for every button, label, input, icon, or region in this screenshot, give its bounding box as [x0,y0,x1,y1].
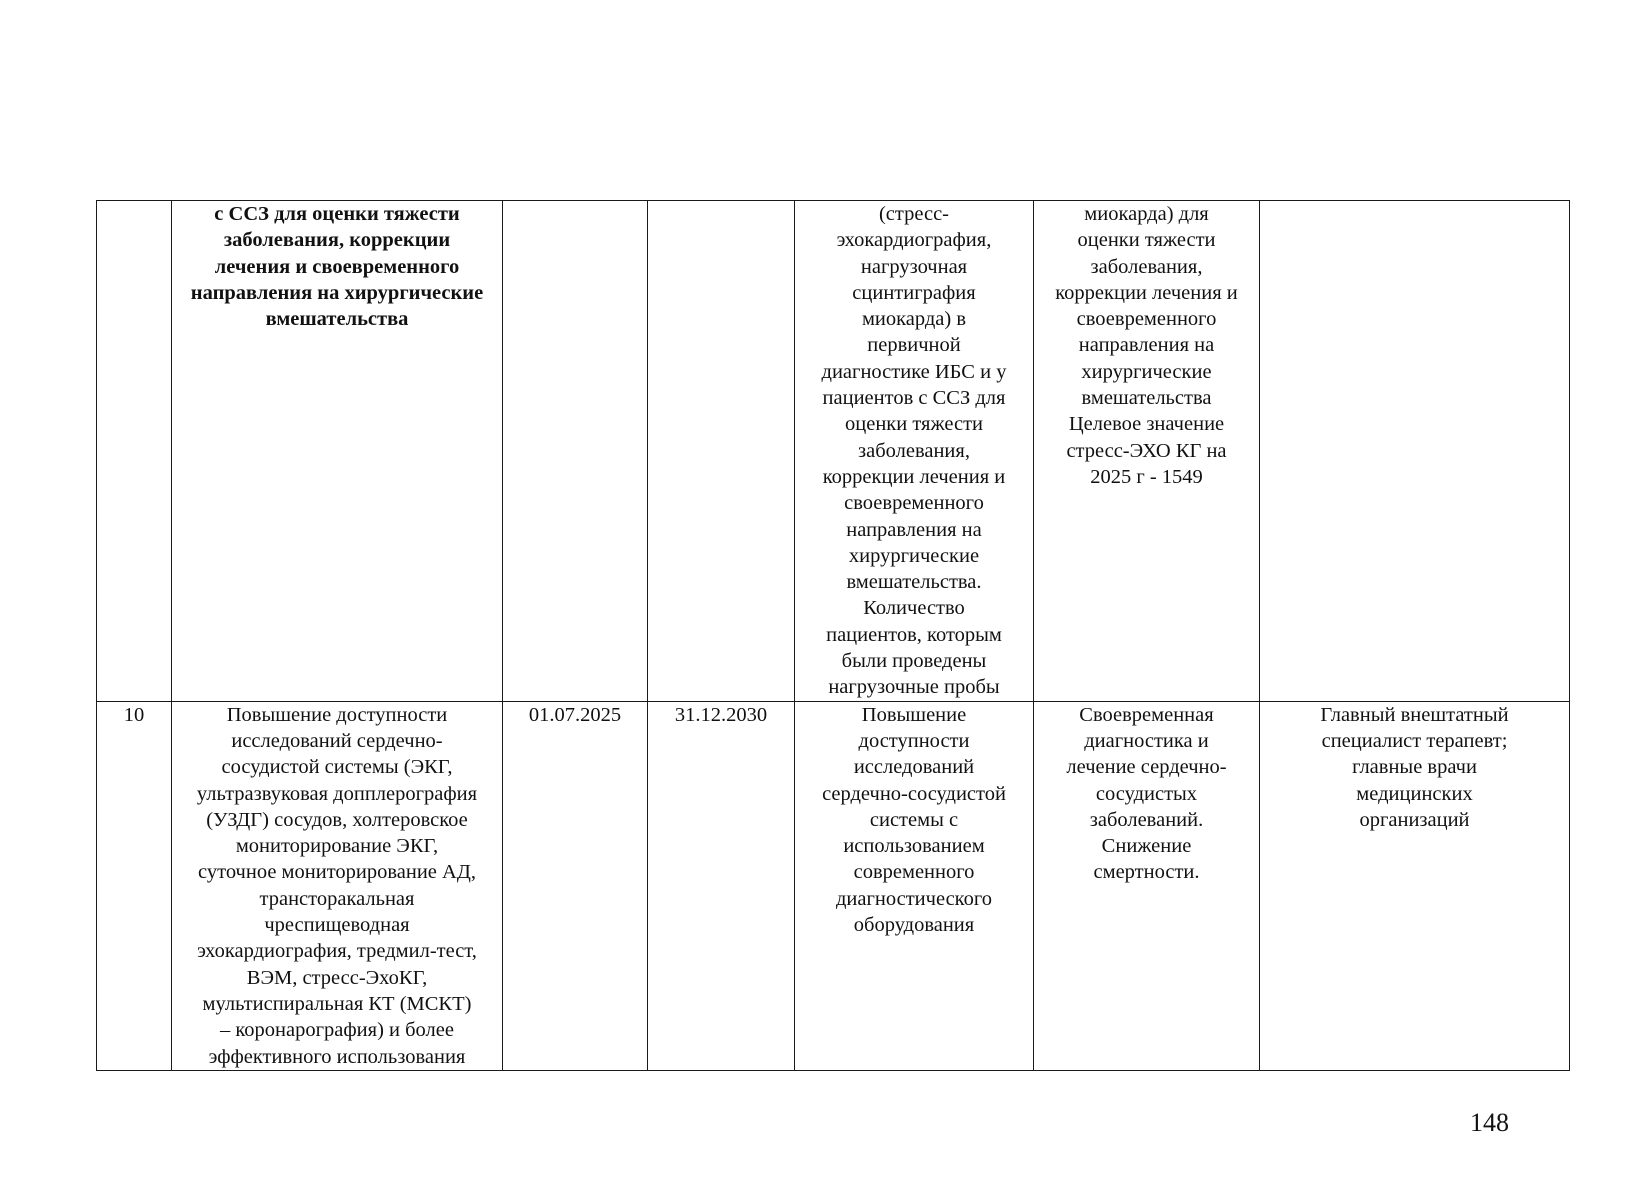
cell-number [97,201,172,702]
cell-number: 10 [97,701,172,1070]
cell-result: миокарда) для оценки тяжести заболевания, коррекции лечения и своевременного направления на хирургические вмешательства Целевое значение стресс-ЭХО КГ на 2025 г - 1549 [1034,201,1260,702]
table-row [97,701,1570,1070]
table-row [97,201,1570,702]
cell-indicator: Повышение доступности исследований сердечно-сосудистой системы с использованием современного диагностического оборудования [795,701,1034,1070]
cell-responsible [1260,201,1570,702]
cell-responsible: Главный внештатный специалист терапевт; главные врачи медицинских организаций [1260,701,1570,1070]
cell-end-date: 31.12.2030 [648,701,795,1070]
cell-start-date: 01.07.2025 [503,701,648,1070]
cell-result: Своевременная диагностика и лечение сердечно- сосудистых заболеваний. Снижение смертности. [1034,701,1260,1070]
cell-event: с ССЗ для оценки тяжести заболевания, коррекции лечения и своевременного направления на хирургические вмешательства [172,201,503,702]
cell-event: Повышение доступности исследований сердечно- сосудистой системы (ЭКГ, ультразвуковая допплерография (УЗДГ) сосудов, холтеровское мониторирование ЭКГ, суточное мониторирование АД, трансторакальная чреспищеводная эхокардиография, тредмил-тест, ВЭМ, стресс-ЭхоКГ, мультиспиральная КТ (МСКТ) – коронарография) и более эффективного использования [172,701,503,1070]
cell-start-date [503,201,648,702]
page-number: 148 [1470,1108,1509,1137]
measures-table [96,200,1570,1071]
cell-indicator: (стресс- эхокардиография, нагрузочная сцинтиграфия миокарда) в первичной диагностике ИБС и у пациентов с ССЗ для оценки тяжести заболевания, коррекции лечения и своевременного направления на хирургические вмешательства. Количество пациентов, которым были проведены нагрузочные пробы [795,201,1034,702]
cell-end-date [648,201,795,702]
